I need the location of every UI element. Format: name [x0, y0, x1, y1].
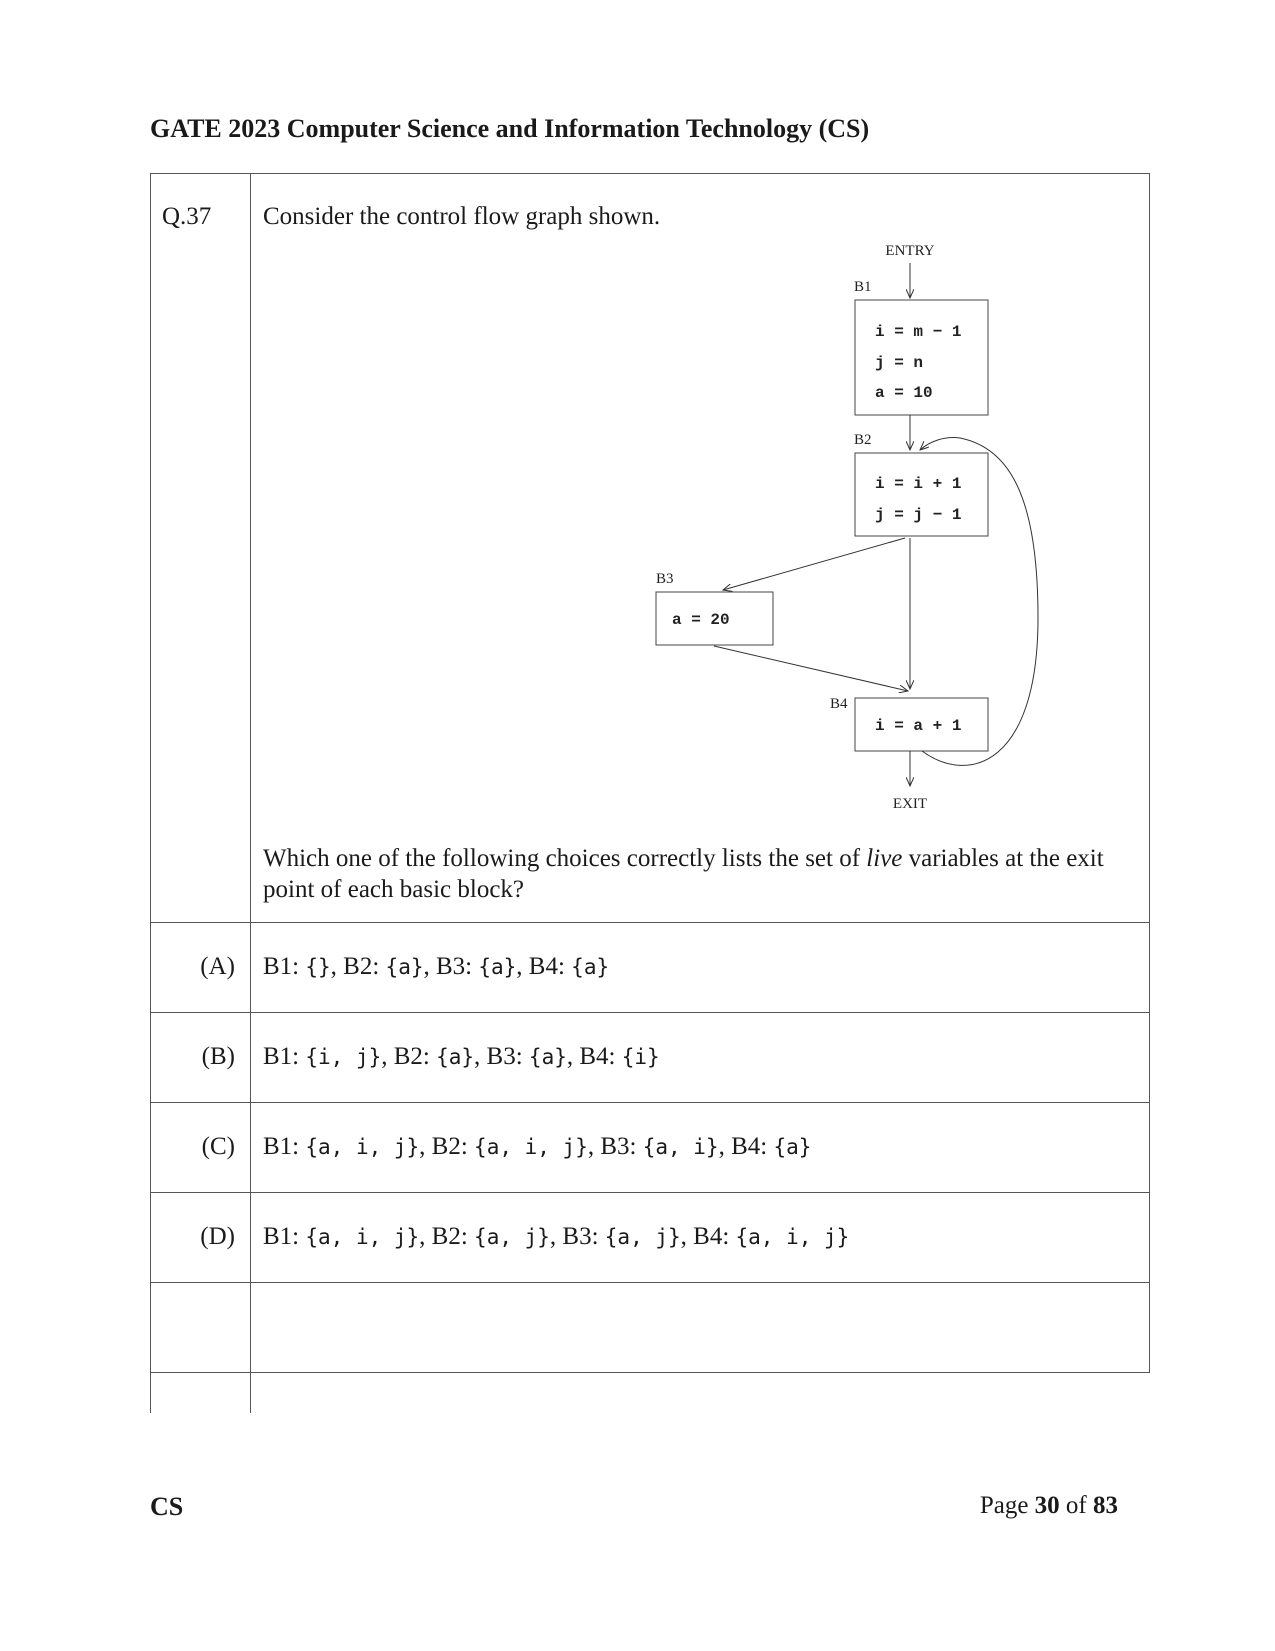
table-rule [150, 922, 1150, 923]
option-set: {a, i, j} [474, 1135, 588, 1159]
option-a-text [263, 953, 609, 981]
block-label-b1: B1 [854, 279, 872, 295]
option-set: {a} [385, 955, 424, 979]
option-text: B1: [263, 1133, 306, 1160]
option-a-label: (A) [200, 953, 235, 980]
option-set: {a} [436, 1045, 475, 1069]
option-text: , B3: [587, 1133, 643, 1160]
control-flow-graph [490, 238, 1050, 818]
option-text: , B4: [680, 1223, 736, 1250]
table-rule [150, 173, 151, 1413]
option-text: , B4: [516, 953, 572, 980]
option-text: , B2: [381, 1043, 437, 1070]
block-label-b2: B2 [854, 432, 872, 448]
table-rule [150, 1372, 1150, 1373]
b4-line-1: i = a + 1 [875, 717, 962, 735]
question-table [150, 173, 1150, 1413]
page-number [980, 1492, 1118, 1520]
table-rule [150, 173, 1150, 174]
b1-line-2: j = n [875, 354, 924, 372]
page-total: 83 [1093, 1492, 1118, 1519]
page-current: 30 [1034, 1492, 1060, 1519]
option-d-text [263, 1223, 849, 1251]
b3-line-1: a = 20 [672, 611, 730, 629]
option-set: {a, i, j} [305, 1225, 420, 1249]
table-rule [150, 1282, 1150, 1283]
option-b-label: (B) [201, 1043, 235, 1070]
option-text: , B2: [419, 1133, 475, 1160]
table-rule [250, 173, 251, 1413]
table-rule [150, 1192, 1150, 1193]
b2-line-1: i = i + 1 [875, 475, 962, 493]
table-rule [150, 1102, 1150, 1103]
of-word: of [1065, 1492, 1087, 1519]
option-text: , B4: [718, 1133, 774, 1160]
option-set: {a, j} [604, 1225, 681, 1249]
option-text: , B2: [419, 1223, 475, 1250]
option-set: {a, i, j} [305, 1135, 420, 1159]
edge-b3-b4 [714, 646, 908, 691]
page-title: GATE 2023 Computer Science and Information Technology (CS) [150, 114, 870, 143]
b1-line-3: a = 10 [875, 384, 933, 402]
option-set: {i} [621, 1045, 660, 1069]
prompt-italic: live [866, 845, 903, 872]
option-set: {a, i, j} [735, 1225, 850, 1249]
option-set: {a} [478, 955, 517, 979]
prompt-text-after: variables at the exit point of each basic block? [263, 845, 1104, 903]
option-text: B1: [263, 953, 306, 980]
option-text: , B3: [549, 1223, 605, 1250]
option-text: B1: [263, 1043, 306, 1070]
option-text: B1: [263, 1223, 306, 1250]
option-set: {i, j} [305, 1045, 382, 1069]
block-label-b4: B4 [830, 696, 848, 712]
table-rule [150, 1012, 1150, 1013]
option-text: , B4: [566, 1043, 622, 1070]
block-label-b3: B3 [656, 571, 674, 587]
page-word: Page [979, 1492, 1029, 1519]
entry-label: ENTRY [885, 243, 935, 259]
exit-label: EXIT [892, 796, 928, 812]
question-intro: Consider the control flow graph shown. [263, 203, 661, 230]
option-set: {a, i} [642, 1135, 719, 1159]
question-number: Q.37 [162, 203, 212, 230]
option-text: , B2: [330, 953, 386, 980]
footer-paper-code: CS [150, 1492, 184, 1521]
option-set: {a, j} [474, 1225, 550, 1249]
option-set: {a} [773, 1135, 812, 1159]
b2-line-2: j = j − 1 [875, 506, 962, 524]
option-c-text [263, 1133, 811, 1161]
option-text: , B3: [423, 953, 479, 980]
edge-b2-b3 [723, 538, 905, 590]
option-set: {a} [571, 955, 610, 979]
option-set: {a} [528, 1045, 567, 1069]
prompt-text-before: Which one of the following choices correctly lists the set of [263, 845, 867, 872]
b1-line-1: i = m − 1 [875, 323, 962, 341]
option-b-text [263, 1043, 660, 1071]
option-set: {} [305, 955, 331, 979]
option-d-label: (D) [200, 1223, 235, 1250]
table-rule [1149, 173, 1150, 1373]
option-c-label: (C) [201, 1133, 235, 1160]
question-prompt [263, 843, 1143, 905]
option-text: , B3: [474, 1043, 529, 1070]
